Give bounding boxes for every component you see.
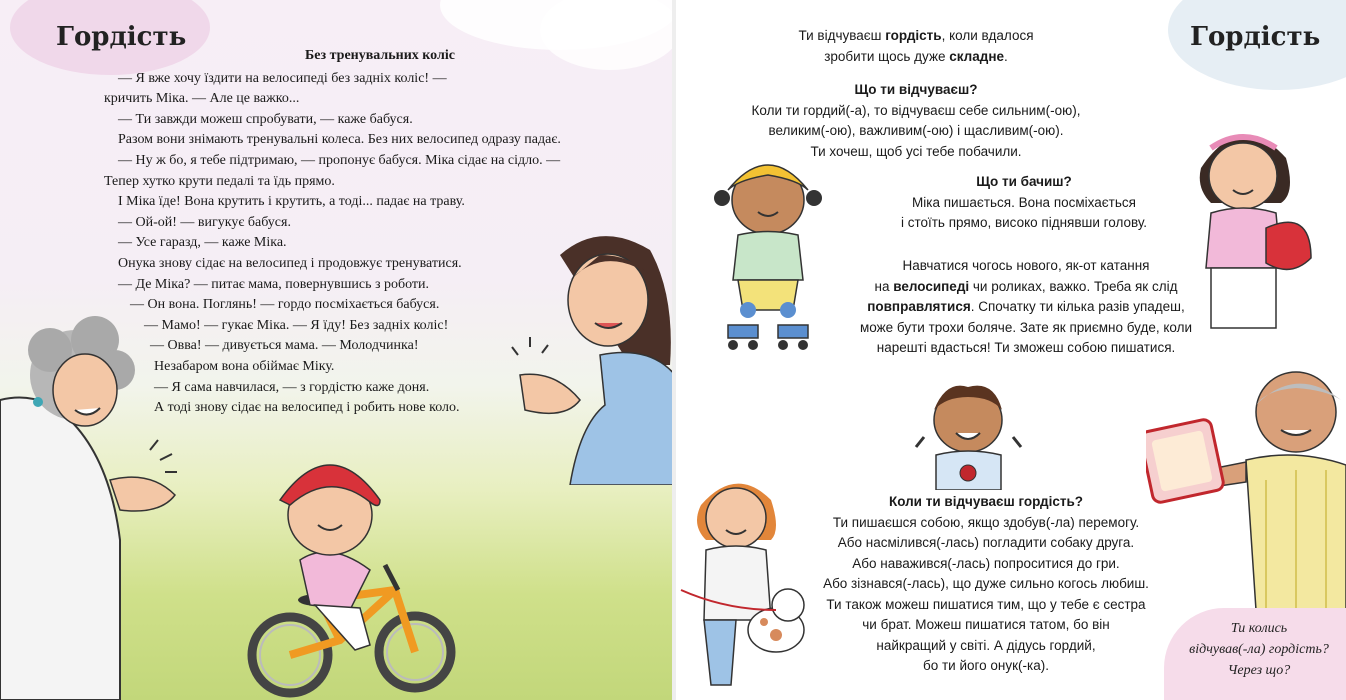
rollerskates-girl-illustration	[698, 150, 838, 355]
section-line: Або зізнався(-лась), що дуже сильно когось любиш.	[823, 576, 1149, 591]
story-line: — Де Міка? — питає мама, повернувшись з роботи.	[118, 276, 430, 292]
intro-text	[716, 26, 1116, 67]
story-line: — Я вже хочу їздити на велосипеді без задніх коліс! —	[118, 70, 447, 86]
left-page	[0, 0, 672, 700]
helmet-girl-illustration	[1181, 118, 1316, 348]
story-line: — Он вона. Поглянь! — гордо посміхається бабуся.	[130, 297, 440, 313]
page-title-right: Гордість	[1190, 22, 1321, 52]
learn-bold: велосипеді	[893, 278, 970, 294]
dog-girl-illustration	[676, 470, 806, 695]
learn-bold: повправлятися	[867, 299, 971, 314]
intro-bold: складне	[949, 48, 1004, 64]
grandpa-illustration	[1146, 370, 1346, 610]
story-title: Без тренувальних коліс	[305, 48, 455, 63]
section-heading: Що ти бачиш?	[976, 174, 1072, 189]
question-bubble	[1164, 608, 1346, 700]
section-line: найкращий у світі. А дідусь гордий,	[876, 637, 1096, 653]
intro-part: , коли вдалося	[941, 28, 1034, 43]
section-heading: Коли ти відчуваєш гордість?	[888, 494, 1084, 509]
section-line: Або наважився(-лась) попроситися до гри.	[852, 555, 1120, 571]
story-line: — Я сама навчилася, — з гордістю каже доня.	[154, 379, 430, 395]
section-line: Міка пишається. Вона посміхається	[912, 194, 1136, 210]
section-heading: Що ти відчуваєш?	[854, 82, 978, 97]
story-line: І Міка їде! Вона крутить і крутить, а тоді... падає на траву.	[118, 194, 465, 210]
section-line: великим(-ою), важливим(-ою) і щасливим(-ою).	[768, 123, 1064, 138]
section-line: Ти хочеш, щоб усі тебе побачили.	[810, 143, 1022, 159]
girl-on-bike-illustration	[230, 440, 460, 700]
learn-part: на	[874, 278, 894, 294]
section-line: і стоїть прямо, високо піднявши голову.	[900, 215, 1148, 230]
section-line: Ти пишаєшся собою, якщо здобув(-ла) перемогу.	[832, 514, 1140, 530]
story-line: — Усе гаразд, — каже Міка.	[118, 235, 287, 251]
story-line: — Ну ж бо, я тебе підтримаю, — пропонує бабуся. Міка сідає на сідло. —	[118, 152, 561, 168]
story-line: — Ой-ой! — вигукує бабуся.	[118, 214, 291, 230]
right-page	[676, 0, 1346, 700]
section-line: бо ти його онук(-ка).	[923, 658, 1049, 673]
grandmother-illustration	[0, 310, 200, 700]
section-line: чи брат. Можеш пишатися татом, бо він	[862, 617, 1110, 632]
when-section	[786, 492, 1186, 677]
story-line: Онука знову сідає на велосипед і продовжує тренуватися.	[118, 255, 462, 271]
question-line: Через що?	[1227, 663, 1291, 678]
intro-part: зробити щось дуже	[824, 48, 950, 64]
mother-illustration	[510, 225, 672, 485]
intro-part: .	[1004, 48, 1008, 64]
intro-part: Ти відчуваєш	[798, 28, 886, 43]
question-line: Ти колись	[1230, 621, 1288, 636]
see-section	[824, 172, 1224, 234]
learn-part: чи роликах, важко. Треба як слід	[969, 278, 1178, 294]
medal-boy-illustration	[906, 375, 1031, 490]
learn-part: . Спочатку ти кілька разів упадеш,	[970, 299, 1185, 314]
section-line: Навчатися чогось нового, як-от катання	[902, 258, 1150, 273]
section-line: може бути трохи боляче. Зате як приємно буде, коли	[859, 319, 1193, 335]
story-line: — Ти завжди можеш спробувати, — каже бабуся.	[118, 111, 413, 127]
story-line: А тоді знову сідає на велосипед і робить нове коло.	[154, 400, 460, 416]
section-line: Ти також можеш пишатися тим, що у тебе є сестра	[826, 596, 1146, 612]
story-line: Тепер хутко крути педалі та їдь прямо.	[104, 173, 335, 189]
section-line: нарешті вдасться! Ти зможеш собою пишатися.	[876, 340, 1176, 355]
section-line: Коли ти гордий(-а), то відчуваєш себе сильним(-ою),	[751, 102, 1081, 118]
intro-bold: гордість	[885, 28, 942, 43]
story-line: — Овва! — дивується мама. — Молодчинка!	[150, 338, 419, 354]
story-line: Незабаром вона обіймає Міку.	[154, 358, 335, 374]
story-line: — Мамо! — гукає Міка. — Я їду! Без задніх коліс!	[144, 317, 449, 333]
question-line: відчував(-ла) гордість?	[1189, 642, 1329, 657]
section-line: Або насмілився(-лась) погладити собаку друга.	[837, 535, 1135, 550]
story-line: Разом вони знімають тренувальні колеса. Без них велосипед одразу падає.	[118, 132, 561, 148]
learn-section	[826, 256, 1226, 359]
story-line: кричить Міка. — Але це важко...	[104, 91, 300, 107]
page-title-left: Гордість	[56, 22, 187, 52]
